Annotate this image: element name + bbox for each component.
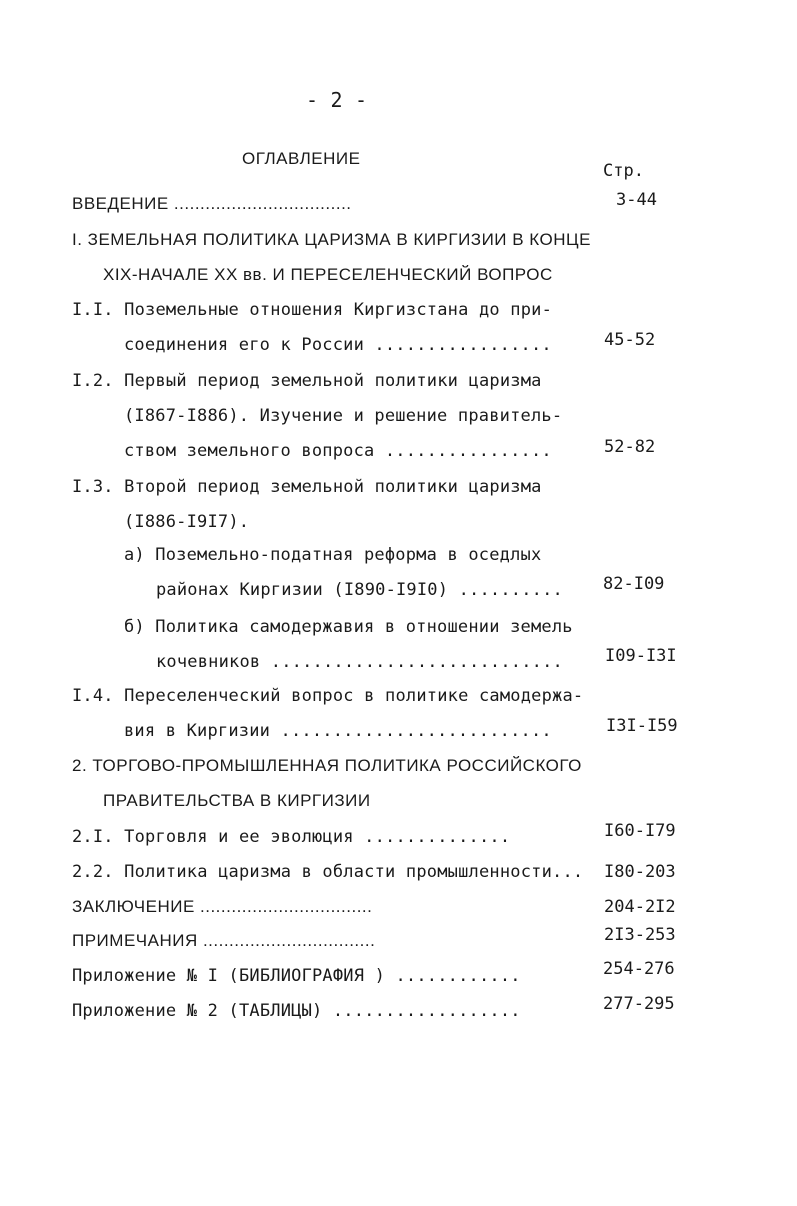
toc-section-1-4-line2: вия в Киргизии .......................... [124,721,552,741]
toc-section-2-1: 2.I. Торговля и ее эволюция .............. [72,827,511,847]
toc-subsection-a-line1: а) Поземельно-податная реформа в оседлых [124,545,542,565]
page-column-header: Стр. [603,161,644,181]
toc-pages-appendix-1: 254-276 [603,959,675,979]
toc-section-1-3-line2: (I886-I9I7). [124,512,250,532]
toc-pages-2-1: I60-I79 [604,821,676,841]
toc-pages-1-2: 52-82 [604,437,656,457]
toc-pages-intro: 3-44 [616,190,657,210]
toc-chapter-2-line2: ПРАВИТЕЛЬСТВА В КИРГИЗИИ [103,791,371,810]
toc-title: ОГЛАВЛЕНИЕ [242,149,361,168]
toc-subsection-a-line2: районах Киргизии (I890-I9I0) .......... [156,580,563,600]
toc-chapter-1-line2: XIX-НАЧАЛЕ XX вв. И ПЕРЕСЕЛЕНЧЕСКИЙ ВОПРОС [103,265,553,284]
toc-section-1-1-line1: I.I. Поземельные отношения Киргизстана до при- [72,300,553,320]
toc-entry-notes: ПРИМЕЧАНИЯ ................................. [72,931,376,950]
toc-subsection-b-line1: б) Политика самодержавия в отношении земель [124,617,573,637]
toc-chapter-1-line1: I. ЗЕМЕЛЬНАЯ ПОЛИТИКА ЦАРИЗМА В КИРГИЗИИ В КОНЦЕ [72,230,591,249]
toc-section-1-4-line1: I.4. Переселенческий вопрос в политике самодержа- [72,686,584,706]
toc-pages-conclusion: 204-2I2 [604,897,676,917]
toc-pages-1-3a: 82-I09 [603,574,665,594]
toc-subsection-b-line2: кочевников ............................ [156,652,563,672]
toc-pages-1-1: 45-52 [604,330,656,350]
toc-pages-1-3b: I09-I3I [605,646,677,666]
toc-entry-appendix-1: Приложение № I (БИБЛИОГРАФИЯ ) ............ [72,966,521,986]
toc-pages-1-4: I3I-I59 [606,716,678,736]
toc-chapter-2-line1: 2. ТОРГОВО-ПРОМЫШЛЕННАЯ ПОЛИТИКА РОССИЙСКОГО [72,756,582,775]
toc-section-1-1-line2: соединения его к России ................. [124,335,552,355]
toc-entry-intro: ВВЕДЕНИЕ .................................. [72,194,352,213]
toc-section-1-2-line2: (I867-I886). Изучение и решение правитель- [124,406,563,426]
toc-section-1-2-line3: ством земельного вопроса ................ [124,441,552,461]
toc-entry-appendix-2: Приложение № 2 (ТАБЛИЦЫ) .................. [72,1001,521,1021]
page-number: - 2 - [306,88,368,112]
toc-section-1-3-line1: I.3. Второй период земельной политики царизма [72,477,542,497]
toc-pages-appendix-2: 277-295 [603,994,675,1014]
toc-section-1-2-line1: I.2. Первый период земельной политики царизма [72,371,542,391]
toc-pages-notes: 2I3-253 [604,925,676,945]
toc-entry-conclusion: ЗАКЛЮЧЕНИЕ ................................. [72,897,373,916]
toc-pages-2-2: I80-203 [604,862,676,882]
toc-section-2-2: 2.2. Политика царизма в области промышленности... [72,862,584,882]
